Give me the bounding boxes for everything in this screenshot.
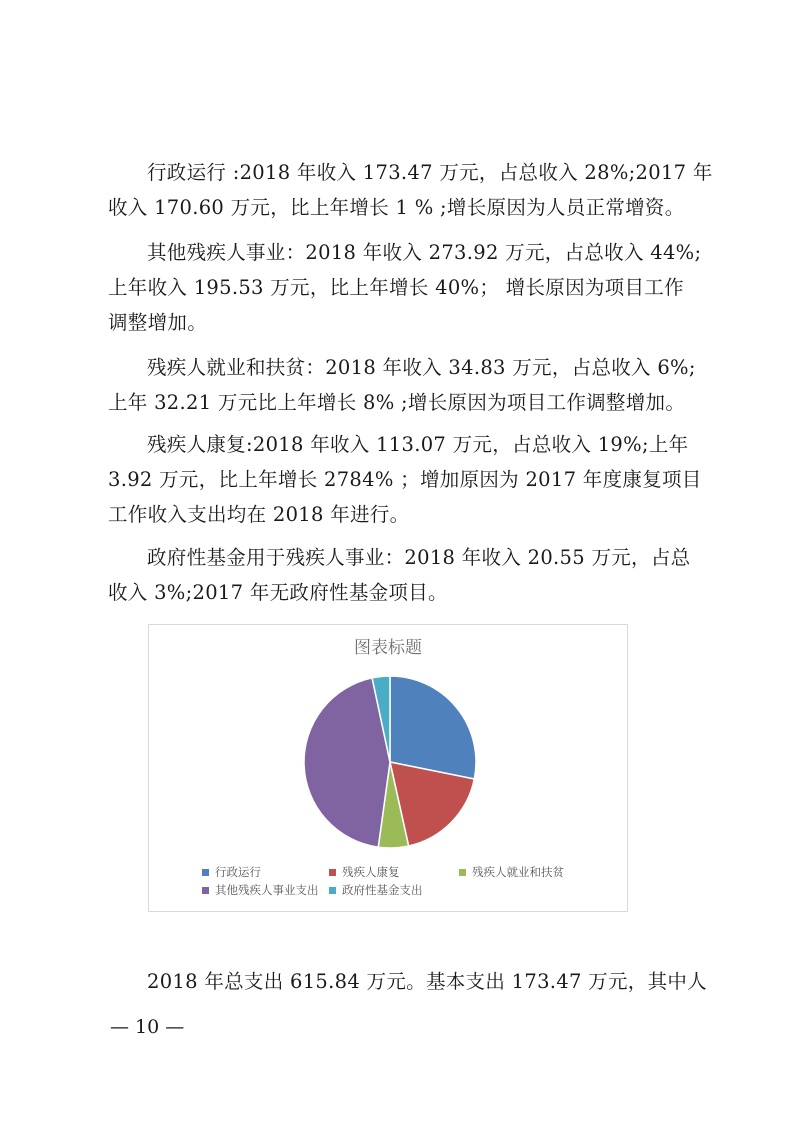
paragraph-line: 收入 3%;2017 年无政府性基金项目。 bbox=[108, 581, 448, 604]
paragraph-line: 上年收入 195.53 万元，比上年增长 40%； 增长原因为项目工作 bbox=[108, 276, 684, 299]
paragraph-line: 其他残疾人事业：2018 年收入 273.92 万元，占总收入 44%; bbox=[147, 241, 702, 264]
legend-item-employment bbox=[459, 864, 564, 880]
legend-item-government-fund bbox=[329, 882, 423, 898]
legend-label: 政府性基金支出 bbox=[342, 883, 423, 897]
legend-item-rehabilitation bbox=[329, 864, 400, 880]
page-number: — 10 — bbox=[110, 1016, 185, 1038]
paragraph-line: 残疾人康复:2018 年收入 113.07 万元，占总收入 19%;上年 bbox=[147, 433, 689, 456]
paragraph-line: 2018 年总支出 615.84 万元。基本支出 173.47 万元，其中人 bbox=[147, 970, 707, 993]
legend-swatch bbox=[329, 869, 336, 876]
legend-item-admin bbox=[202, 864, 261, 880]
paragraph-line: 3.92 万元，比上年增长 2784% ；增加原因为 2017 年度康复项目 bbox=[108, 468, 702, 491]
paragraph-line: 工作收入支出均在 2018 年进行。 bbox=[108, 503, 410, 526]
paragraph-admin bbox=[108, 155, 713, 225]
paragraph-line: 行政运行 :2018 年收入 173.47 万元，占总收入 28%;2017 年 bbox=[147, 161, 713, 184]
legend-swatch bbox=[329, 887, 336, 894]
legend-label: 行政运行 bbox=[215, 865, 261, 879]
pie-slice-admin bbox=[390, 676, 476, 779]
paragraph-line: 收入 170.60 万元，比上年增长 1 % ;增长原因为人员正常增资。 bbox=[108, 196, 685, 219]
paragraph-line: 调整增加。 bbox=[108, 311, 208, 334]
legend-swatch bbox=[459, 869, 466, 876]
legend-swatch bbox=[202, 887, 209, 894]
paragraph-employment bbox=[108, 350, 694, 420]
pie-chart bbox=[148, 624, 628, 912]
paragraph-government-fund bbox=[108, 540, 694, 610]
paragraph-line: 政府性基金用于残疾人事业：2018 年收入 20.55 万元，占总 bbox=[147, 546, 691, 569]
legend-label: 残疾人就业和扶贫 bbox=[472, 865, 564, 879]
legend-label: 其他残疾人事业支出 bbox=[215, 883, 319, 897]
paragraph-line: 残疾人就业和扶贫：2018 年收入 34.83 万元，占总收入 6%; bbox=[147, 356, 696, 379]
chart-title: 图表标题 bbox=[354, 638, 422, 658]
paragraph-rehabilitation bbox=[108, 427, 702, 532]
legend-item-other-disabled bbox=[202, 882, 319, 898]
paragraph-line: 上年 32.21 万元比上年增长 8% ;增长原因为项目工作调整增加。 bbox=[108, 391, 686, 414]
paragraph-total-expenditure bbox=[108, 964, 707, 999]
legend-swatch bbox=[202, 869, 209, 876]
paragraph-other-disabled bbox=[108, 235, 702, 340]
legend-label: 残疾人康复 bbox=[342, 865, 400, 879]
